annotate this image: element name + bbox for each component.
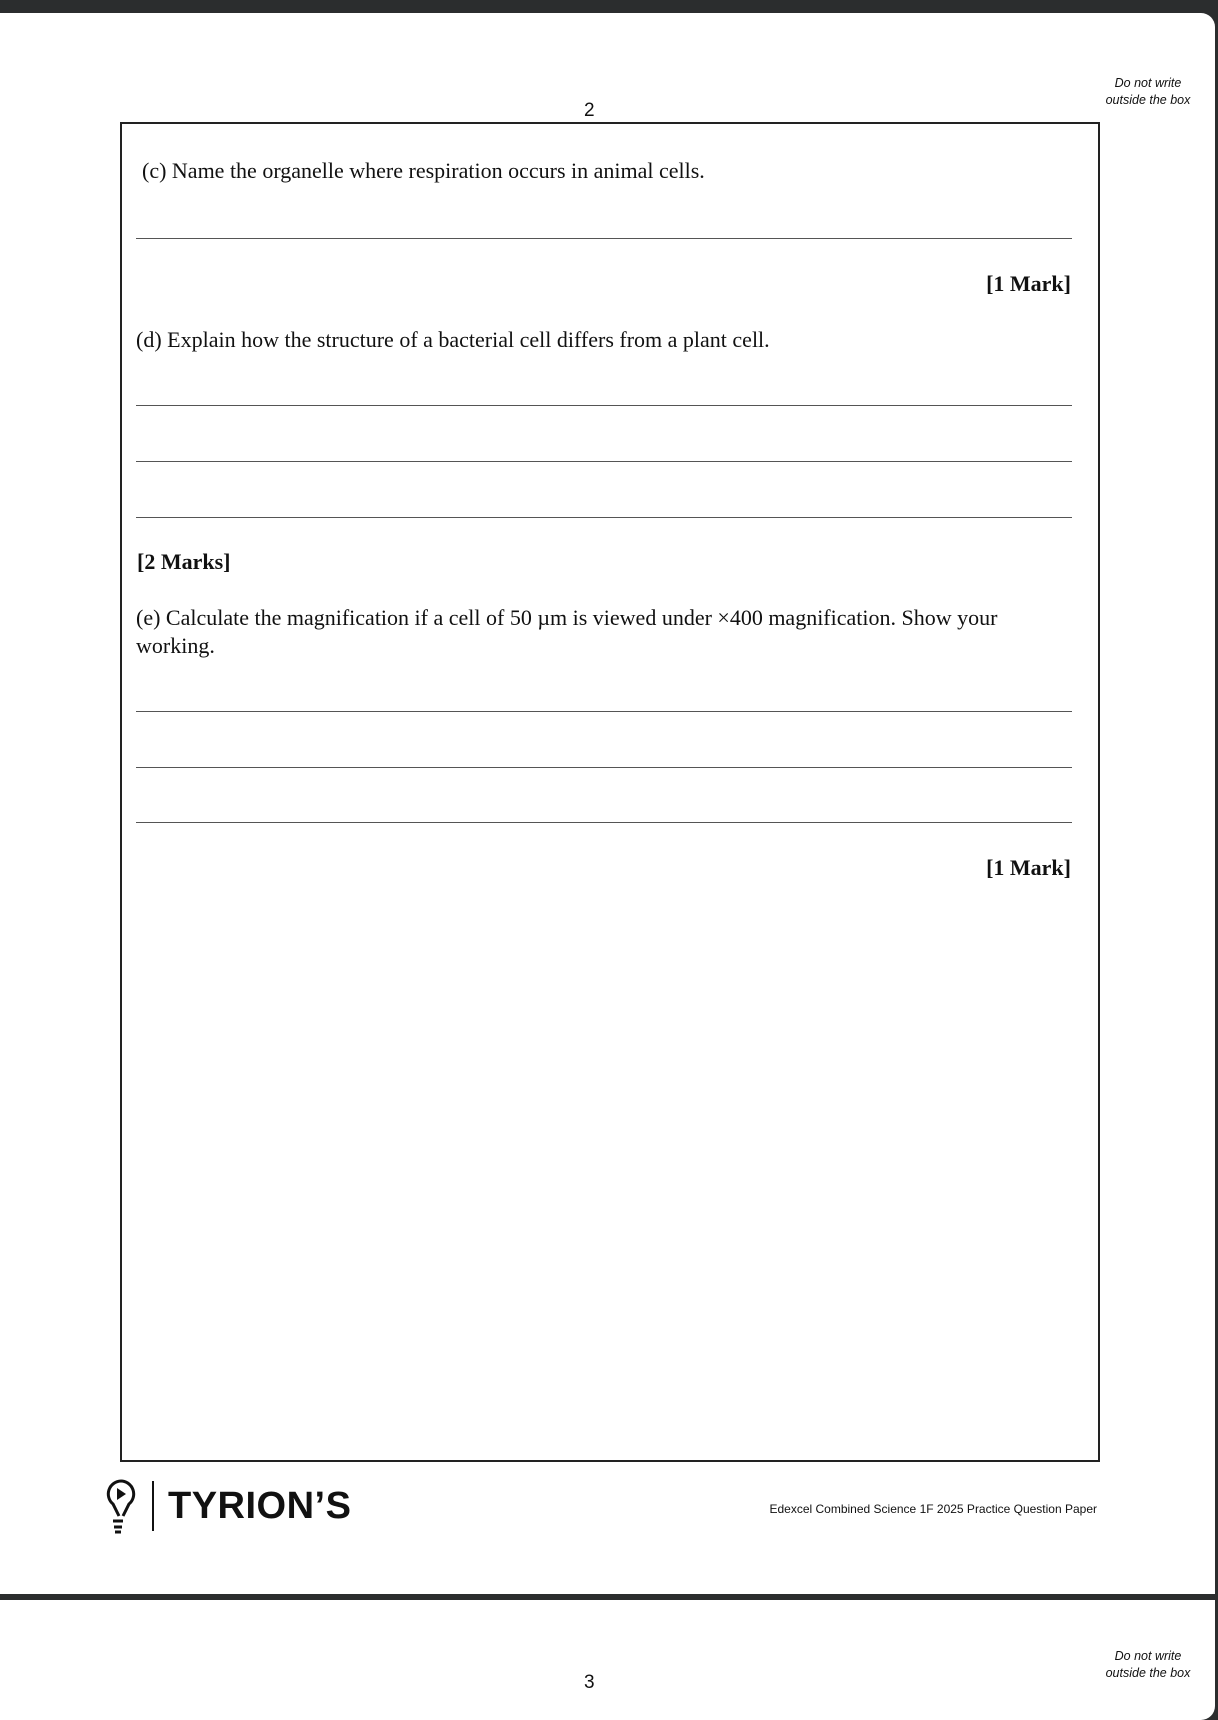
margin-note: Do not write outside the box	[1105, 1649, 1191, 1680]
answer-line[interactable]	[136, 405, 1072, 406]
answer-line[interactable]	[136, 767, 1072, 768]
next-page	[0, 1600, 1215, 1720]
question-e: (e) Calculate the magnification if a cell of 50 µm is viewed under ×400 magnification. Show your working.	[136, 605, 998, 658]
page-number: 3	[584, 1672, 595, 1693]
margin-note: Do not write outside the box	[1105, 76, 1191, 107]
page-number: 2	[584, 100, 595, 121]
answer-line[interactable]	[136, 461, 1072, 462]
paper-title: Edexcel Combined Science 1F 2025 Practice Question Paper	[769, 1502, 1097, 1516]
logo-divider	[152, 1481, 154, 1531]
lightbulb-play-icon	[104, 1478, 138, 1534]
brand-logo	[104, 1478, 351, 1534]
answer-line[interactable]	[136, 711, 1072, 712]
answer-line[interactable]	[136, 517, 1072, 518]
answer-line[interactable]	[136, 238, 1072, 239]
marks-d: [2 Marks]	[137, 549, 231, 574]
page-divider	[0, 1594, 1218, 1598]
marks-e: [1 Mark]	[986, 855, 1071, 880]
marks-c: [1 Mark]	[986, 271, 1071, 296]
answer-box	[120, 122, 1100, 1462]
question-c: (c) Name the organelle where respiration occurs in animal cells.	[142, 158, 705, 183]
brand-name: TYRION’S	[168, 1484, 352, 1527]
question-d: (d) Explain how the structure of a bacterial cell differs from a plant cell.	[136, 327, 770, 352]
answer-line[interactable]	[136, 822, 1072, 823]
